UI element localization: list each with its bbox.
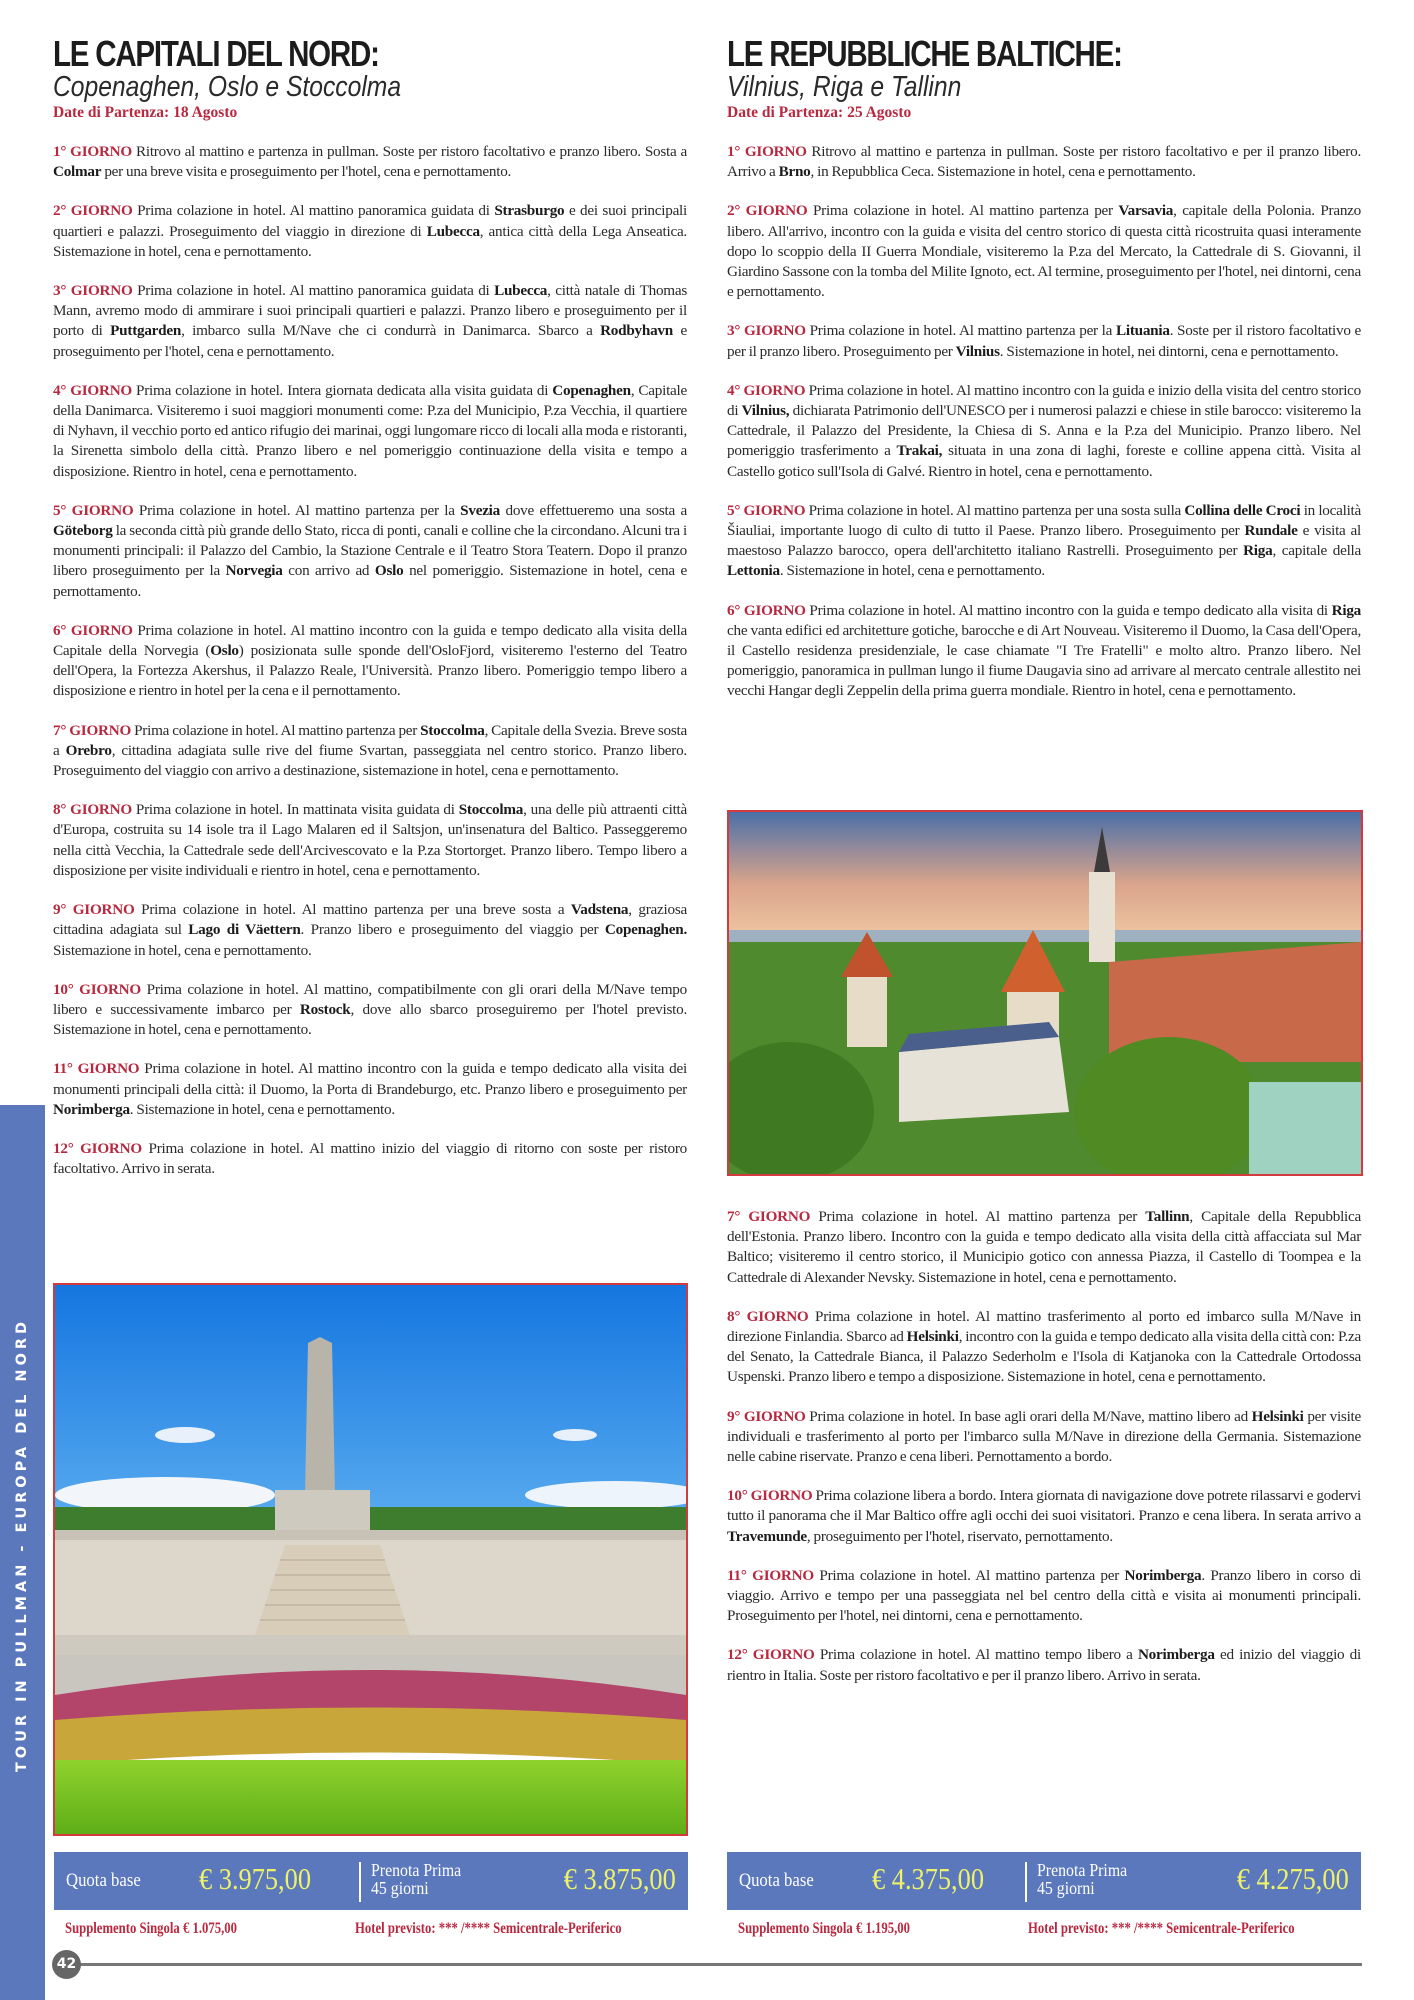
day-text: , antica città della Lega Anseatica. Sistemazione in hotel, cena e pernottamento. <box>53 222 687 260</box>
day-text: ed inizio del viaggio di rientro in Italia. Soste per ristoro facoltativo e per il pranzo libero. Arrivo in serata. <box>727 1646 1361 1684</box>
church-tower <box>1089 872 1115 962</box>
place-name: Stoccolma <box>458 801 524 819</box>
day-text: Prima colazione in hotel. Al mattino partenza per <box>818 1208 1146 1225</box>
itinerary-day <box>53 800 687 881</box>
place-name: Riga <box>1331 601 1361 619</box>
place-name: Helsinki <box>906 1328 959 1346</box>
tour-capitali-del-nord <box>53 28 687 1198</box>
day-label: 2° GIORNO <box>53 202 133 220</box>
day-text: . Sistemazione in hotel, cena e pernottamento. <box>129 1100 395 1118</box>
day-label: 4° GIORNO <box>53 381 132 399</box>
day-text: Prima colazione in hotel. Al mattino incontro con la guida e tempo dedicato alla visita di <box>809 601 1332 619</box>
itinerary-day <box>53 1139 687 1179</box>
place-name: Helsinki <box>1251 1407 1304 1425</box>
itinerary-continued <box>727 1207 1361 1705</box>
day-text: nel pomeriggio. Sistemazione in hotel, cena e pernottamento. <box>53 562 687 600</box>
sunset-sky <box>729 812 1361 942</box>
place-name: Varsavia <box>1118 202 1174 220</box>
place-name: Norimberga <box>1124 1566 1202 1584</box>
itinerary-day <box>727 201 1361 302</box>
pricing-bar <box>54 1852 688 1910</box>
day-text: Prima colazione in hotel. Al mattino partenza per una sosta sulla <box>808 501 1185 519</box>
tour-subtitle: Vilnius, Riga e Tallinn <box>727 71 962 103</box>
day-label: 5° GIORNO <box>53 501 134 519</box>
day-label: 1° GIORNO <box>53 143 132 160</box>
itinerary-part-2 <box>727 1207 1361 1686</box>
place-name: Rodbyhavn <box>600 322 673 340</box>
day-text: , in Repubblica Ceca. Sistemazione in hotel, cena e pernottamento. <box>810 163 1196 181</box>
day-text: Prima colazione in hotel. Al mattino partenza per la <box>138 501 461 519</box>
itinerary-day <box>727 142 1361 182</box>
day-text: ) posizionata sulle sponde dell'OsloFjord, visiteremo l'esterno del Teatro dell'Opera, la Fortezza Akershus, il Palazzo Reale, l'Università. Pranzo libero. Pomeriggio tempo libero a disposizione e rientro in hotel per la cena e il pernottamento. <box>53 642 687 700</box>
day-text: , incontro con la guida e tempo dedicato alla visita della città con: P.za del Senato, la Cattedrale Bianca, il Palazzo Sederholm e l'Isola di Katjanoka con la Cattedrale Ortodossa Uspenski. Pranzo libero e tempo a disposizione. Sistemazione in hotel, cena e pernottamento. <box>727 1328 1361 1386</box>
place-name: Rostock <box>299 1000 351 1018</box>
place-name: Stoccolma <box>420 721 485 739</box>
place-name: Lago di Väettern <box>188 921 301 939</box>
monolith <box>305 1337 335 1495</box>
day-label: 8° GIORNO <box>727 1307 809 1325</box>
departure-date: Date di Partenza: 18 Agosto <box>53 104 238 121</box>
day-label: 9° GIORNO <box>53 901 135 919</box>
day-text: Prima colazione in hotel. Al mattino tempo libero a <box>819 1646 1138 1664</box>
day-label: 7° GIORNO <box>727 1208 811 1225</box>
place-name: Norimberga <box>53 1100 130 1118</box>
day-text: Prima colazione in hotel. In mattinata visita guidata di <box>135 801 459 819</box>
day-text: Prima colazione libera a bordo. Intera giornata di navigazione dove potrete rilassarvi e godervi tutto il panorama che il Mar Baltico offre agli occhi dei suoi visitatori. Pranzo e cena libera. In serata arrivo a <box>727 1487 1361 1525</box>
itinerary-day <box>727 321 1361 361</box>
itinerary-day <box>727 1407 1361 1468</box>
day-label: 12° GIORNO <box>53 1139 142 1157</box>
itinerary-day <box>53 142 687 182</box>
photo-tallinn <box>727 810 1363 1176</box>
place-name: Rundale <box>1244 522 1298 540</box>
hotel-category: Hotel previsto: *** /**** Semicentrale-Periferico <box>355 1920 622 1937</box>
itinerary-day <box>727 1207 1361 1288</box>
itinerary-day <box>53 721 687 782</box>
day-text: Ritrovo al mattino e partenza in pullman. Soste per ristoro facoltativo e pranzo libero. Sosta a <box>135 143 687 160</box>
pricing-bar <box>727 1852 1361 1910</box>
early-booking-price: € 4.275,00 <box>1237 1861 1349 1896</box>
base-price: € 4.375,00 <box>872 1861 984 1896</box>
place-name: Norimberga <box>1137 1646 1215 1664</box>
day-text: , Capitale della Repubblica dell'Estonia. Pranzo libero. Incontro con la guida e tempo dedicato alla visita della città affacciata sul Mar Baltico; visiteremo il centro storico, il Municipio gotico con annessa Piazza, il Castello di Toompea e la Cattedrale di Alexander Nevsky. Sistemazione in hotel, cena e pernottamento. <box>727 1208 1362 1286</box>
day-text: con arrivo ad <box>282 562 375 580</box>
day-text: che vanta edifici ed architetture gotiche, barocche e di Art Nouveau. Visiteremo il Duomo, la Casa dell'Opera, il Castello residenza presidenziale, le case chiamate "I Tre Fratelli" e molto altro. Pranzo libero. Nel pomeriggio, panoramica in pullman lungo il fiume Daugavia sino ad arrivare al mercato centrale allestito nei vecchi Hangar degli Zeppelin della prima guerra mondiale. Rientro in hotel, cena e pernottamento. <box>727 621 1361 700</box>
day-text: per visite individuali e trasferimento al porto per l'imbarco sulla M/Nave in direzione della Germania. Sistemazione nelle cabine riservate. Pranzo e cena liberi. Pernottamento a bordo. <box>727 1407 1362 1466</box>
place-name: Copenaghen <box>552 381 631 399</box>
base-price-label: Quota base <box>66 1870 141 1891</box>
day-text: , Capitale della Danimarca. Visiteremo i suoi maggiori monumenti come: P.za del Municipio, P.za Vecchia, il quartiere di Nyhavn, il vecchio porto ed antico rifugio dei marinai, oggi lungomare ricco di locali alla moda e ristoranti, la Sirenetta simbolo della città. Pranzo libero e nel pomeriggio continuazione della visita e tempo a disposizione. Rientro in hotel, cena e pernottamento. <box>53 381 688 480</box>
itinerary-day <box>53 281 687 362</box>
day-label: 7° GIORNO <box>53 721 132 739</box>
itinerary-day <box>727 1645 1361 1685</box>
day-text: Sistemazione in hotel, cena e pernottamento. <box>53 941 312 959</box>
day-label: 4° GIORNO <box>727 381 806 399</box>
place-name: Lituania <box>1115 322 1170 340</box>
base-price: € 3.975,00 <box>199 1861 311 1896</box>
day-label: 3° GIORNO <box>53 282 133 300</box>
day-text: . Sistemazione in hotel, nei dintorni, cena e pernottamento. <box>999 342 1339 360</box>
itinerary-day <box>53 980 687 1041</box>
place-name: Strasburgo <box>494 202 565 220</box>
itinerary-day <box>727 381 1361 482</box>
day-label: 1° GIORNO <box>727 143 807 160</box>
place-name: Oslo <box>210 642 239 660</box>
day-label: 8° GIORNO <box>53 801 132 819</box>
early-booking-label: Prenota Prima 45 giorni <box>1037 1860 1128 1898</box>
place-name: Collina delle Croci <box>1184 501 1301 519</box>
tower <box>847 972 887 1047</box>
itinerary-day <box>727 1307 1361 1388</box>
place-name: Copenaghen. <box>604 921 687 939</box>
day-text: Prima colazione in hotel. Intera giornata dedicata alla visita guidata di <box>136 381 553 399</box>
day-label: 5° GIORNO <box>727 501 806 519</box>
day-label: 3° GIORNO <box>727 322 806 340</box>
tour-title: LE REPUBBLICHE BALTICHE: <box>727 33 1122 74</box>
day-text: Prima colazione in hotel. Al mattino panoramica guidata di <box>137 282 495 300</box>
itinerary-day <box>53 900 687 961</box>
place-name: Puttgarden <box>110 322 182 340</box>
day-text: . Sistemazione in hotel, cena e pernottamento. <box>779 562 1045 580</box>
place-name: Travemunde <box>727 1527 807 1545</box>
day-text: situata in una zona di laghi, foreste e colline appena città. Visita al Castello gotico sull'Isola di Galvé. Rientro in hotel, cena e pernottamento. <box>727 442 1361 480</box>
day-text: , capitale della Polonia. Pranzo libero. All'arrivo, incontro con la guida e visita del centro storico di questa città ricostruita quasi interamente dopo lo scoppio della II Guerra Mondiale, visiteremo la P.za del Mercato, la Cattedrale di S. Giovanni, il Giardino Sassone con la tomba del Milite Ignoto, ect. Al termine, proseguimento per l'hotel, nei dintorni, cena e pernottamento. <box>727 202 1361 301</box>
place-name: Vadstena <box>570 901 629 919</box>
sea <box>729 930 1361 944</box>
place-name: Riga <box>1243 542 1273 560</box>
footer-rule <box>70 1963 1362 1966</box>
day-label: 9° GIORNO <box>727 1407 806 1425</box>
day-text: Prima colazione in hotel. Al mattino incontro con la guida e inizio della visita del centro storico di <box>727 381 1361 420</box>
day-label: 6° GIORNO <box>727 601 806 619</box>
place-name: Lettonia <box>727 562 780 580</box>
day-label: 12° GIORNO <box>727 1646 815 1664</box>
itinerary-day <box>53 381 687 482</box>
day-text: , città natale di Thomas Mann, avremo modo di ammirare i suoi principali quartieri e palazzi. Pranzo libero e proseguimento per il porto di <box>53 282 688 340</box>
day-text: per una breve visita e proseguimento per l'hotel, cena e pernottamento. <box>101 163 512 181</box>
side-section-tab <box>0 1105 45 2000</box>
day-label: 10° GIORNO <box>727 1487 813 1505</box>
day-text: , graziosa cittadina adagiata sul <box>53 901 688 939</box>
base-price-label: Quota base <box>739 1870 814 1891</box>
place-name: Orebro <box>65 741 112 759</box>
page-number: 42 <box>52 1950 81 1979</box>
day-text: , cittadina adagiata sulle rive del fiume Svartan, passeggiata nel centro storico. Pranzo libero. Proseguimento del viaggio con arrivo a destinazione, sistemazione in hotel, cena e pernottamento. <box>53 741 687 780</box>
day-text: Prima colazione in hotel. Al mattino partenza per <box>812 202 1119 220</box>
day-text: , imbarco sulla M/Nave che ci condurrà in Danimarca. Sbarco a <box>181 322 601 340</box>
itinerary-day <box>53 621 687 702</box>
place-name: Brno <box>778 163 811 181</box>
building <box>899 1037 1069 1122</box>
early-booking-label: Prenota Prima 45 giorni <box>371 1860 462 1898</box>
day-text: Prima colazione in hotel. In base agli orari della M/Nave, mattino libero ad <box>809 1407 1252 1425</box>
place-name: Tallinn <box>1145 1208 1190 1225</box>
day-label: 2° GIORNO <box>727 202 808 220</box>
single-supplement: Supplemento Singola € 1.195,00 <box>738 1920 910 1937</box>
side-section-label: TOUR IN PULLMAN - EUROPA DEL NORD <box>14 1317 30 1773</box>
day-text: Prima colazione in hotel. Al mattino, compatibilmente con gli orari della M/Nave tempo libero e successivamente imbarco per <box>53 980 687 1018</box>
day-label: 11° GIORNO <box>727 1566 814 1584</box>
day-text: , capitale della <box>1272 542 1361 560</box>
lawn <box>55 1760 686 1834</box>
day-text: Prima colazione in hotel. Al mattino partenza per la <box>809 322 1116 340</box>
tour-subtitle: Copenaghen, Oslo e Stoccolma <box>53 71 402 103</box>
hotel-category: Hotel previsto: *** /**** Semicentrale-Periferico <box>1028 1920 1295 1937</box>
itinerary-part-1 <box>727 142 1361 702</box>
day-text: dove effettueremo una sosta a <box>500 501 687 519</box>
day-text: Prima colazione in hotel. Al mattino trasferimento al porto ed imbarco sulla M/Nave in direzione Finlandia. Sbarco ad <box>727 1307 1361 1346</box>
itinerary-day <box>727 601 1361 702</box>
day-text: , proseguimento per l'hotel, riservato, pernottamento. <box>806 1527 1113 1545</box>
day-text: Prima colazione in hotel. Al mattino panoramica guidata di <box>137 202 495 220</box>
day-text: , dove allo sbarco proseguiremo per l'hotel previsto. Sistemazione in hotel, cena e pernottamento. <box>53 1000 688 1039</box>
single-supplement: Supplemento Singola € 1.075,00 <box>65 1920 237 1937</box>
day-text: , una delle più attraenti città d'Europa, costruita su 14 isole tra il Lago Malaren ed il Saltsjon, un'insenatura del Baltico. Passeggeremo nella città Vecchia, la Cattedrale sede dell'Arcivescovato e la P.za Stortorget. Pranzo libero. Tempo libero a disposizione per visite individuali e rientro in hotel, cena e pernottamento. <box>53 801 687 879</box>
tour-repubbliche-baltiche <box>727 28 1361 721</box>
place-name: Lubecca <box>426 222 480 240</box>
day-text: Prima colazione in hotel. Al mattino partenza per una breve sosta a <box>141 901 571 919</box>
day-label: 6° GIORNO <box>53 621 133 639</box>
day-text: in località Šiauliai, importante luogo di culto di tutto il Paese. Pranzo libero. Proseguimento per <box>727 501 1362 540</box>
itinerary-day <box>53 1059 687 1120</box>
day-text: e dei suoi principali quartieri e palazzi. Proseguimento del viaggio in direzione di <box>53 202 687 240</box>
itinerary-day <box>727 1566 1361 1627</box>
day-text: Prima colazione in hotel. Al mattino inizio del viaggio di ritorno con soste per ristoro facoltativo. Arrivo in serata. <box>53 1139 688 1178</box>
place-name: Göteborg <box>53 522 113 540</box>
day-text: Prima colazione in hotel. Al mattino incontro con la guida e tempo dedicato alla visita dei monumenti principali della città: il Duomo, la Porta di Brandeburgo, etc. Pranzo libero e proseguimento per <box>53 1060 687 1098</box>
place-name: Lubecca <box>494 282 548 300</box>
day-label: 10° GIORNO <box>53 980 141 998</box>
itinerary-day <box>53 201 687 262</box>
early-booking-price: € 3.875,00 <box>564 1861 676 1896</box>
itinerary-day <box>727 501 1361 582</box>
price-divider <box>359 1862 361 1902</box>
day-text: . Soste per il ristoro facoltativo e per il pranzo libero. Proseguimento per <box>727 322 1361 360</box>
day-text: Ritrovo al mattino e partenza in pullman. Soste per ristoro facoltativo e per il pranzo libero. Arrivo a <box>727 143 1361 181</box>
vigeland-park-illustration <box>55 1285 686 1834</box>
day-label: 11° GIORNO <box>53 1060 140 1078</box>
day-text: Prima colazione in hotel. Al mattino incontro con la guida e tempo dedicato alla visita della Capitale della Norvegia ( <box>53 621 687 660</box>
price-divider <box>1025 1862 1027 1902</box>
place-name: Vilnius <box>955 342 1000 360</box>
day-text: Prima colazione in hotel. Al mattino partenza per <box>134 721 421 739</box>
itinerary-day <box>53 501 687 602</box>
tallinn-skyline-illustration <box>729 812 1361 1174</box>
day-text: e proseguimento per l'hotel, cena e pernottamento. <box>53 322 687 360</box>
day-text: la seconda città più grande dello Stato, ricca di ponti, canali e colline che la circondano. Alcuni tra i monumenti principali: il Palazzo del Cambio, la Stazione Centrale e il Teatro Stora Teatern. Dopo il pranzo libero proseguimento per la <box>53 522 687 580</box>
day-text: . Pranzo libero e proseguimento del viaggio per <box>300 921 605 939</box>
place-name: Norvegia <box>225 562 283 580</box>
photo-oslo-vigeland <box>53 1283 688 1836</box>
day-text: Prima colazione in hotel. Al mattino partenza per <box>819 1566 1125 1584</box>
place-name: Oslo <box>374 562 404 580</box>
itinerary <box>53 142 687 1179</box>
place-name: Trakai, <box>896 442 943 460</box>
place-name: Svezia <box>460 501 500 519</box>
tour-title: LE CAPITALI DEL NORD: <box>53 33 379 74</box>
departure-date: Date di Partenza: 25 Agosto <box>727 104 912 121</box>
day-text: dichiarata Patrimonio dell'UNESCO per i numerosi palazzi e chiese in stile barocco: visiteremo la Cattedrale, il Palazzo del Presidente, la Chiesa di S. Anna e la P.za del Municipio. Pranzo libero. Nel pomeriggio trasferimento a <box>727 402 1361 460</box>
place-name: Colmar <box>53 163 102 181</box>
day-text: e visita al maestoso Palazzo barocco, opera dell'architetto italiano Rastrelli. Proseguimento per <box>727 522 1362 560</box>
day-text: , Capitale della Svezia. Breve sosta a <box>53 721 687 759</box>
place-name: Vilnius, <box>741 402 790 420</box>
itinerary-day <box>727 1486 1361 1547</box>
day-text: . Pranzo libero in corso di viaggio. Arrivo e tempo per una passeggiata nel bel centro della città e visita ai monumenti principali. Proseguimento per l'hotel, nei dintorni, cena e pernottamento. <box>727 1566 1361 1625</box>
